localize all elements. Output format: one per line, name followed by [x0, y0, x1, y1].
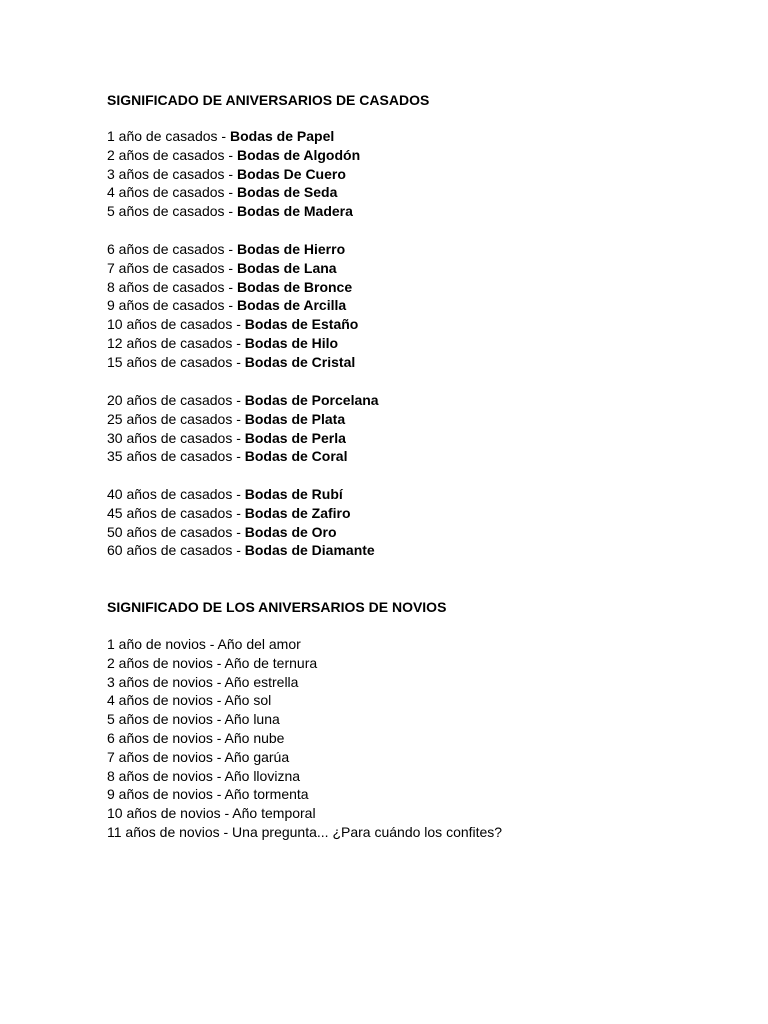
married-group-3: [107, 391, 379, 466]
list-item: 60 años de casados - Bodas de Diamante: [107, 542, 375, 559]
married-group-4: [107, 485, 375, 560]
list-item: 2 años de novios - Año de ternura: [107, 654, 318, 671]
list-item: 4 años de casados - Bodas de Seda: [107, 184, 338, 201]
list-item: 3 años de casados - Bodas De Cuero: [107, 165, 346, 182]
engaged-section-title: SIGNIFICADO DE LOS ANIVERSARIOS DE NOVIOS: [107, 599, 447, 615]
list-item: 40 años de casados - Bodas de Rubí: [107, 486, 343, 502]
list-item: 1 año de novios - Año del amor: [107, 636, 301, 652]
list-item: 20 años de casados - Bodas de Porcelana: [107, 392, 379, 408]
married-group-2: [107, 240, 358, 372]
list-item: 9 años de casados - Bodas de Arcilla: [107, 297, 347, 314]
engaged-list: [107, 635, 502, 842]
list-item: 5 años de casados - Bodas de Madera: [107, 203, 353, 220]
list-item: 1 año de casados - Bodas de Papel: [107, 128, 335, 144]
list-item: 5 años de novios - Año luna: [107, 711, 280, 728]
married-section-title: SIGNIFICADO DE ANIVERSARIOS DE CASADOS: [107, 92, 430, 108]
list-item: 15 años de casados - Bodas de Cristal: [107, 353, 356, 370]
list-item: 11 años de novios - Una pregunta... ¿Para cuándo los confites?: [107, 823, 503, 840]
list-item: 12 años de casados - Bodas de Hilo: [107, 334, 339, 351]
list-item: 25 años de casados - Bodas de Plata: [107, 410, 346, 427]
list-item: 7 años de casados - Bodas de Lana: [107, 259, 337, 276]
list-item: 6 años de casados - Bodas de Hierro: [107, 241, 346, 257]
list-item: 3 años de novios - Año estrella: [107, 673, 299, 690]
list-item: 2 años de casados - Bodas de Algodón: [107, 146, 361, 163]
list-item: 7 años de novios - Año garúa: [107, 748, 290, 765]
list-item: 45 años de casados - Bodas de Zafiro: [107, 504, 351, 521]
list-item: 10 años de novios - Año temporal: [107, 805, 316, 822]
list-item: 30 años de casados - Bodas de Perla: [107, 429, 346, 446]
list-item: 10 años de casados - Bodas de Estaño: [107, 316, 359, 333]
married-group-1: [107, 127, 360, 221]
list-item: 4 años de novios - Año sol: [107, 692, 272, 709]
list-item: 8 años de casados - Bodas de Bronce: [107, 278, 353, 295]
list-item: 50 años de casados - Bodas de Oro: [107, 523, 337, 540]
list-item: 6 años de novios - Año nube: [107, 729, 285, 746]
list-item: 9 años de novios - Año tormenta: [107, 786, 309, 803]
list-item: 8 años de novios - Año llovizna: [107, 767, 301, 784]
list-item: 35 años de casados - Bodas de Coral: [107, 448, 348, 465]
